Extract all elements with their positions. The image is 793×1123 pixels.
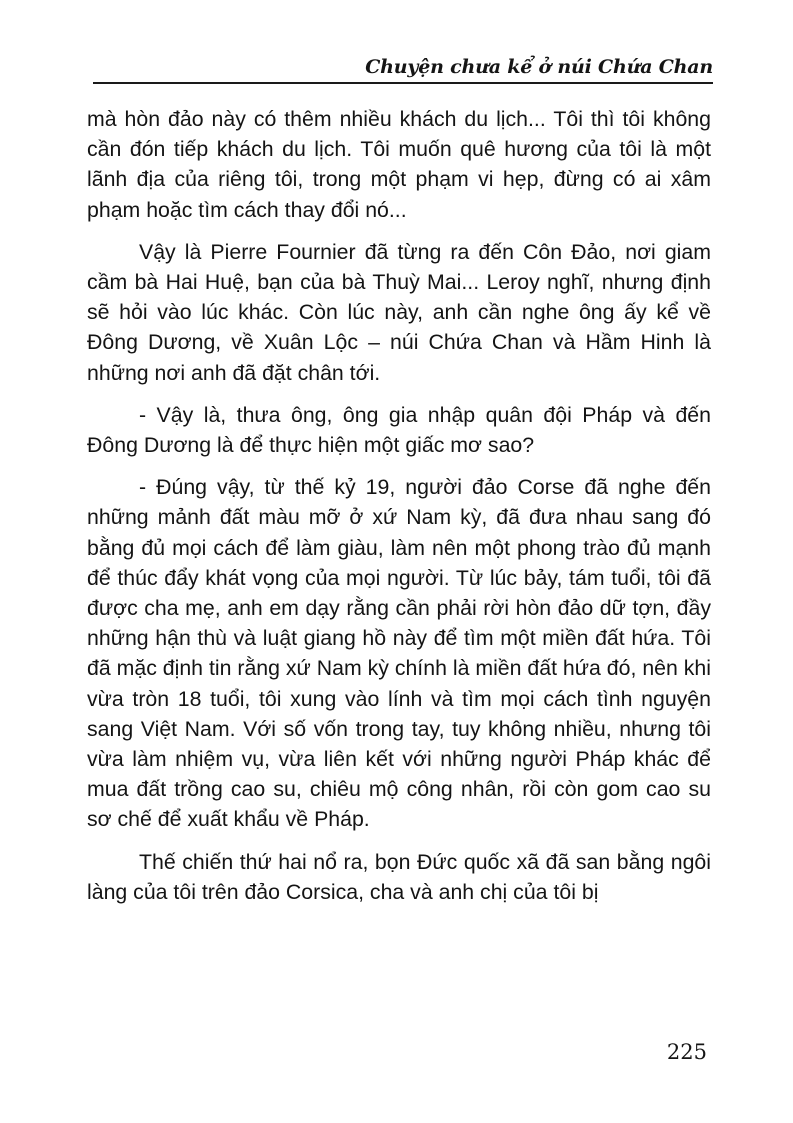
header-rule: [93, 82, 713, 84]
dialogue-paragraph: - Vậy là, thưa ông, ông gia nhập quân đội Pháp và đến Đông Dương là để thực hiện một giấc mơ sao?: [87, 402, 711, 458]
paragraph: Thế chiến thứ hai nổ ra, bọn Đức quốc xã đã san bằng ngôi làng của tôi trên đảo Corsica, cha và anh chị của tôi bị: [87, 849, 711, 904]
page-number: 225: [666, 1040, 707, 1064]
running-head: Chuyện chưa kể ở núi Chứa Chan: [365, 56, 713, 78]
paragraph-continuation: mà hòn đảo này có thêm nhiều khách du lịch... Tôi thì tôi không cần đón tiếp khách du lịch. Tôi muốn quê hương của tôi là một lãnh địa của riêng tôi, trong một phạm vi hẹp, đừng có ai xâm phạm hoặc tìm cách thay đổi nó...: [87, 107, 711, 222]
body-text: [87, 104, 711, 907]
dialogue-paragraph: - Đúng vậy, từ thế kỷ 19, người đảo Corse đã nghe đến những mảnh đất màu mỡ ở xứ Nam kỳ, đã đưa nhau sang đó bằng đủ mọi cách để làm giàu, làm nên một phong trào đủ mạnh để thúc đẩy khát vọng của mọi người. Từ lúc bảy, tám tuổi, tôi đã được cha mẹ, anh em dạy rằng cần phải rời hòn đảo dữ tợn, đầy những hận thù và luật giang hồ này để tìm một miền đất hứa. Tôi đã mặc định tin rằng xứ Nam kỳ chính là miền đất hứa đó, nên khi vừa tròn 18 tuổi, tôi xung vào lính và tìm mọi cách tình nguyện sang Việt Nam. Với số vốn trong tay, tuy không nhiều, nhưng tôi vừa làm nhiệm vụ, vừa liên kết với những người Pháp khác để mua đất trồng cao su, chiêu mộ công nhân, rồi còn gom cao su sơ chế để xuất khẩu về Pháp.: [87, 475, 711, 832]
paragraph: Vậy là Pierre Fournier đã từng ra đến Côn Đảo, nơi giam cầm bà Hai Huệ, bạn của bà Thuỳ Mai... Leroy nghĩ, nhưng định sẽ hỏi vào lúc khác. Còn lúc này, anh cần nghe ông ấy kể về Đông Dương, về Xuân Lộc – núi Chứa Chan và Hầm Hinh là những nơi anh đã đặt chân tới.: [87, 239, 711, 385]
